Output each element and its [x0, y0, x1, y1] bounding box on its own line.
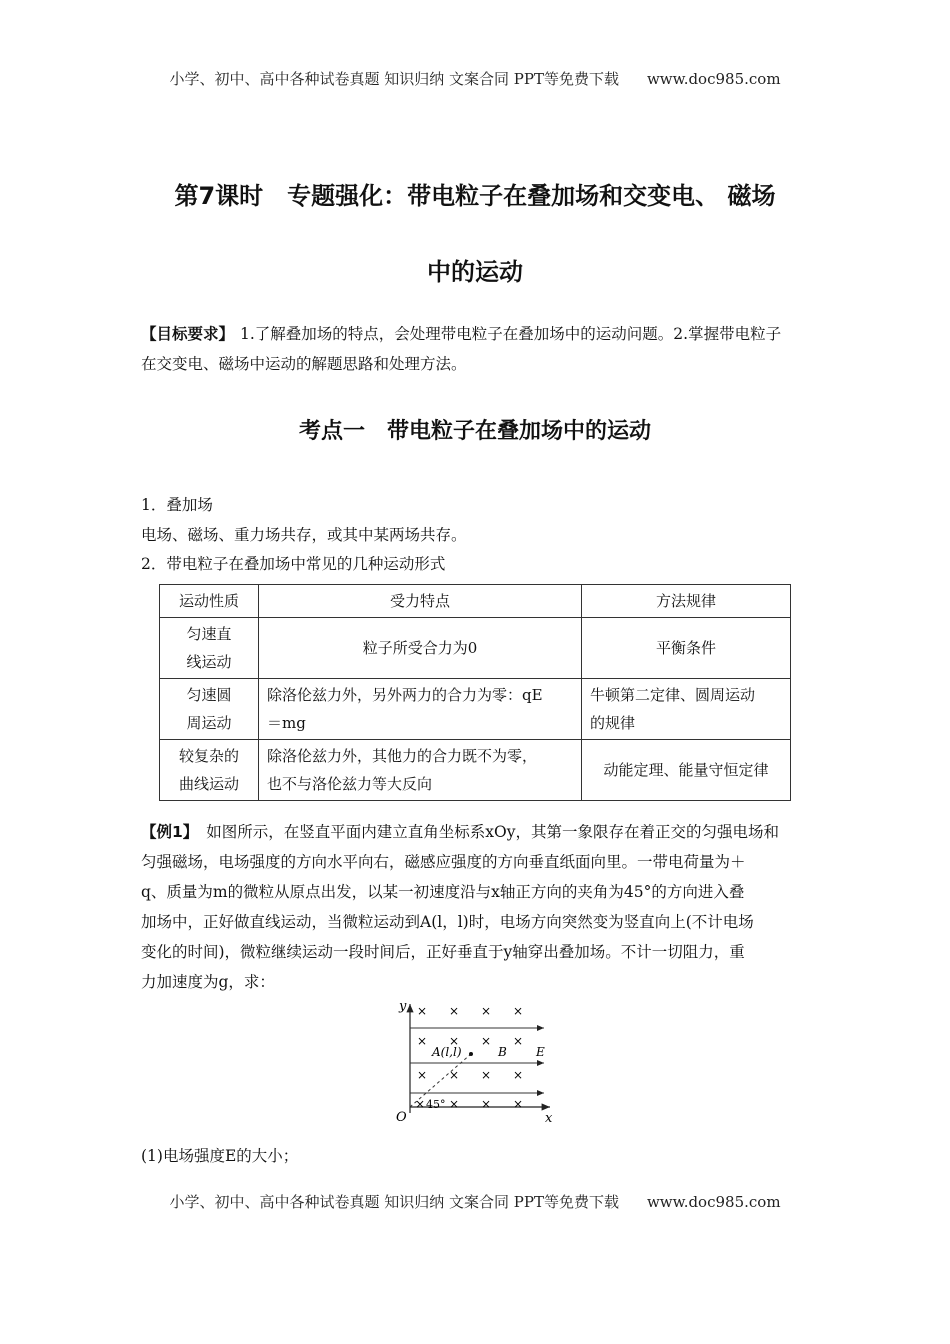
- table-cell: [160, 679, 259, 740]
- example-label: 【例1】: [141, 823, 199, 841]
- cell-text: 曲线运动: [178, 775, 239, 793]
- item1-title: 1．叠加场: [141, 496, 213, 514]
- cross-mark: ×: [481, 1068, 492, 1082]
- cross-mark: ×: [417, 1068, 428, 1082]
- e-field-label: E: [536, 1045, 545, 1059]
- cell-text: ＝mg: [267, 714, 306, 732]
- cross-mark: ×: [449, 1097, 460, 1111]
- cell-text: 匀速直: [186, 625, 232, 643]
- table-cell: 粒子所受合力为0: [259, 618, 582, 679]
- example-line: 力加速度为g，求：: [141, 973, 275, 991]
- objective-line1: [141, 319, 811, 349]
- footer-text: 小学、初中、高中各种试卷真题 知识归纳 文案合同 PPT等免费下载: [169, 1193, 619, 1211]
- table-header-cell: 方法规律: [582, 585, 791, 618]
- item2-title: 2．带电粒子在叠加场中常见的几种运动形式: [141, 555, 446, 573]
- table-cell: [160, 618, 259, 679]
- table-row: [160, 740, 791, 801]
- cross-mark: ×: [481, 1034, 492, 1048]
- section1-title: 考点一 带电粒子在叠加场中的运动: [298, 419, 651, 444]
- y-axis-label: y: [399, 999, 407, 1014]
- cross-mark: ×: [481, 1097, 492, 1111]
- table-cell: 动能定理、能量守恒定律: [582, 740, 791, 801]
- table-header-cell: 受力特点: [259, 585, 582, 618]
- example-line: 加场中，正好做直线运动，当微粒运动到A(l，l)时，电场方向突然变为竖直向上(不计电场: [141, 913, 754, 931]
- cross-mark: ×: [513, 1097, 524, 1111]
- example-line: q、质量为m的微粒从原点出发，以某一初速度沿与x轴正方向的夹角为45°的方向进入叠: [141, 883, 745, 901]
- b-field-label: B: [498, 1045, 507, 1059]
- cross-mark: ×: [415, 1097, 426, 1111]
- cell-text: 匀速圆: [186, 686, 232, 704]
- cross-mark: ×: [513, 1004, 524, 1018]
- table-cell: 平衡条件: [582, 618, 791, 679]
- header-site-link[interactable]: www.doc985.com: [646, 70, 781, 88]
- cross-mark: ×: [449, 1068, 460, 1082]
- cell-text: 除洛伦兹力外，另外两力的合力为零：qE: [267, 686, 543, 704]
- cell-text: 牛顿第二定律、圆周运动: [590, 686, 756, 704]
- objective-line2: 在交变电、磁场中运动的解题思路和处理方法。: [141, 355, 467, 373]
- cross-mark: ×: [481, 1004, 492, 1018]
- cell-text: 的规律: [590, 714, 636, 732]
- table-cell: [582, 679, 791, 740]
- example-line: 匀强磁场，电场强度的方向水平向右，磁感应强度的方向垂直纸面向里。一带电荷量为＋: [141, 853, 746, 871]
- page-title-line1: 第7课时 专题强化：带电粒子在叠加场和交变电、 磁场: [174, 182, 776, 210]
- cell-text: 周运动: [186, 714, 232, 732]
- table-header-cell: 运动性质: [160, 585, 259, 618]
- cross-mark: ×: [513, 1034, 524, 1048]
- cross-mark: ×: [449, 1034, 460, 1048]
- item1-body: 电场、磁场、重力场共存，或其中某两场共存。: [141, 526, 467, 544]
- question-1: (1)电场强度E的大小；: [141, 1147, 299, 1165]
- example-text: 如图所示，在竖直平面内建立直角坐标系xOy，其第一象限存在着正交的匀强电场和: [206, 823, 780, 841]
- page-title-line2: 中的运动: [427, 258, 523, 286]
- angle-label: 45°: [426, 1098, 446, 1111]
- table-header-row: [160, 585, 791, 618]
- cross-mark: ×: [513, 1068, 524, 1082]
- table-cell: [259, 679, 582, 740]
- table-cell: [259, 740, 582, 801]
- point-a-label: A(l,l): [432, 1045, 462, 1059]
- cell-text: 也不与洛伦兹力等大反向: [267, 775, 433, 793]
- header-text: 小学、初中、高中各种试卷真题 知识归纳 文案合同 PPT等免费下载: [169, 70, 619, 88]
- x-axis-label: x: [545, 1111, 553, 1126]
- cell-text: 线运动: [186, 653, 232, 671]
- point-a-dot: [469, 1052, 473, 1056]
- example-line1: [141, 817, 811, 847]
- page-footer: [0, 1191, 950, 1212]
- objective-label: 【目标要求】: [141, 325, 235, 343]
- cross-mark: ×: [417, 1034, 428, 1048]
- field-diagram: [390, 998, 562, 1126]
- table-row: [160, 679, 791, 740]
- cell-text: 除洛伦兹力外，其他力的合力既不为零，: [267, 747, 538, 765]
- example-line: 变化的时间)，微粒继续运动一段时间后，正好垂直于y轴穿出叠加场。不计一切阻力，重: [141, 943, 745, 961]
- page-header: [0, 68, 950, 89]
- cell-text: 较复杂的: [178, 747, 239, 765]
- table-cell: [160, 740, 259, 801]
- motion-forms-table: [159, 584, 791, 801]
- footer-site-link[interactable]: www.doc985.com: [646, 1193, 781, 1211]
- cross-mark: ×: [449, 1004, 460, 1018]
- objective-text1: 1.了解叠加场的特点，会处理带电粒子在叠加场中的运动问题。2.掌握带电粒子: [240, 325, 782, 343]
- cross-mark: ×: [417, 1004, 428, 1018]
- origin-label: O: [396, 1110, 407, 1125]
- table-row: [160, 618, 791, 679]
